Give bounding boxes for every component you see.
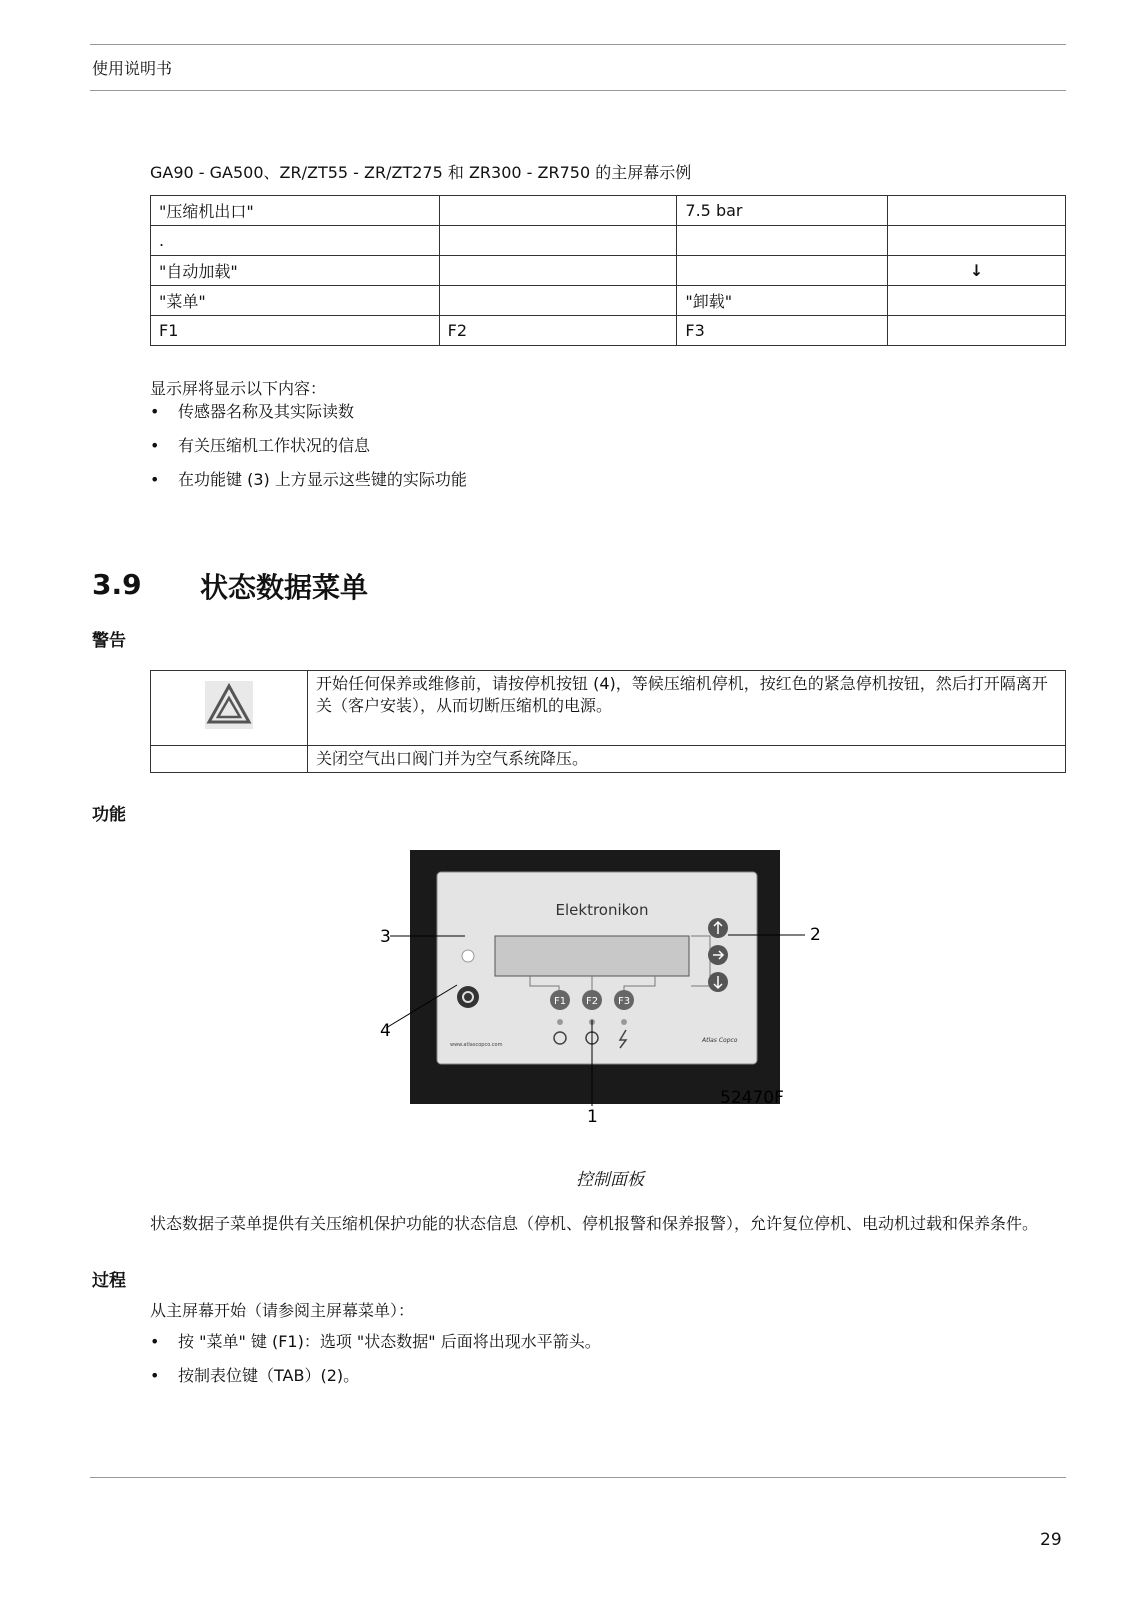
list-item: • 有关压缩机工作状况的信息 <box>150 436 467 470</box>
procedure-list <box>150 1332 601 1400</box>
table-row <box>151 671 1066 746</box>
list-item: • 按制表位键（TAB）(2)。 <box>150 1366 601 1400</box>
table-cell <box>439 256 677 286</box>
table-row <box>151 316 1066 346</box>
callout-4: 4 <box>380 1021 391 1041</box>
callout-1: 1 <box>587 1107 598 1127</box>
header-rule-bottom <box>90 90 1066 91</box>
table-cell: F3 <box>677 316 888 346</box>
warning-heading: 警告 <box>92 631 126 651</box>
table-row <box>151 226 1066 256</box>
callout-3: 3 <box>380 927 391 947</box>
display-intro: 显示屏将显示以下内容： <box>150 379 327 398</box>
table-cell <box>888 196 1066 226</box>
atlas-copco-logo: Atlas Copco <box>702 1037 738 1044</box>
table-cell <box>888 226 1066 256</box>
table-cell: "卸载" <box>677 286 888 316</box>
figure-caption: 控制面板 <box>576 1170 644 1190</box>
start-button-icon <box>462 950 474 962</box>
warning-text-2: 关闭空气出口阀门并为空气系统降压。 <box>308 746 1066 773</box>
section-title: 状态数据菜单 <box>200 571 369 604</box>
screen-example-caption: GA90 - GA500、ZR/ZT55 - ZR/ZT275 和 ZR300 - ZR750 的主屏幕示例 <box>150 163 692 182</box>
table-cell: "自动加载" <box>151 256 440 286</box>
table-cell: F2 <box>439 316 677 346</box>
header-title: 使用说明书 <box>92 59 173 78</box>
header-rule-top <box>90 44 1066 45</box>
f3-key-label: F3 <box>617 996 631 1007</box>
section-number: 3.9 <box>92 568 142 601</box>
page-number: 29 <box>1040 1530 1062 1550</box>
table-row <box>151 286 1066 316</box>
table-cell <box>439 286 677 316</box>
table-cell <box>677 226 888 256</box>
display-list <box>150 402 467 504</box>
f2-key-label: F2 <box>585 996 599 1007</box>
table-cell: 7.5 bar <box>677 196 888 226</box>
website-label: www.atlascopco.com <box>450 1042 503 1048</box>
table-cell <box>439 226 677 256</box>
table-cell <box>888 286 1066 316</box>
f1-key-label: F1 <box>553 996 567 1007</box>
procedure-heading: 过程 <box>92 1271 126 1291</box>
procedure-intro: 从主屏幕开始（请参阅主屏幕菜单）： <box>150 1301 415 1320</box>
table-cell: F1 <box>151 316 440 346</box>
warning-triangle-icon <box>205 681 253 729</box>
lcd-display <box>495 936 689 976</box>
table-row <box>151 256 1066 286</box>
table-cell <box>888 316 1066 346</box>
table-row <box>151 746 1066 773</box>
list-item: • 传感器名称及其实际读数 <box>150 402 467 436</box>
warning-text-1: 开始任何保养或维修前，请按停机按钮 (4)，等候压缩机停机，按红色的紧急停机按钮，然后打开隔离开关（客户安装），从而切断压缩机的电源。 <box>308 671 1066 746</box>
control-panel-figure <box>380 850 840 1162</box>
table-cell <box>439 196 677 226</box>
table-cell: "菜单" <box>151 286 440 316</box>
down-arrow-icon: ↓ <box>888 256 1066 286</box>
callout-2: 2 <box>810 925 821 945</box>
stop-button-icon <box>457 986 479 1008</box>
figure-code: 52470F <box>720 1088 784 1108</box>
list-item: • 在功能键 (3) 上方显示这些键的实际功能 <box>150 470 467 504</box>
function-description: 状态数据子菜单提供有关压缩机保护功能的状态信息（停机、停机报警和保养报警），允许复位停机、电动机过载和保养条件。 <box>150 1214 1039 1233</box>
table-cell <box>677 256 888 286</box>
function-heading: 功能 <box>92 805 126 825</box>
list-item: • 按 "菜单" 键 (F1)：选项 "状态数据" 后面将出现水平箭头。 <box>150 1332 601 1366</box>
brand-label: Elektronikon <box>555 901 649 919</box>
table-cell: "压缩机出口" <box>151 196 440 226</box>
table-row <box>151 196 1066 226</box>
table-cell <box>151 746 308 773</box>
table-cell: . <box>151 226 440 256</box>
footer-rule <box>90 1477 1066 1478</box>
warning-icon-cell <box>151 671 308 746</box>
warning-table <box>150 670 1066 773</box>
screen-example-table <box>150 195 1066 346</box>
